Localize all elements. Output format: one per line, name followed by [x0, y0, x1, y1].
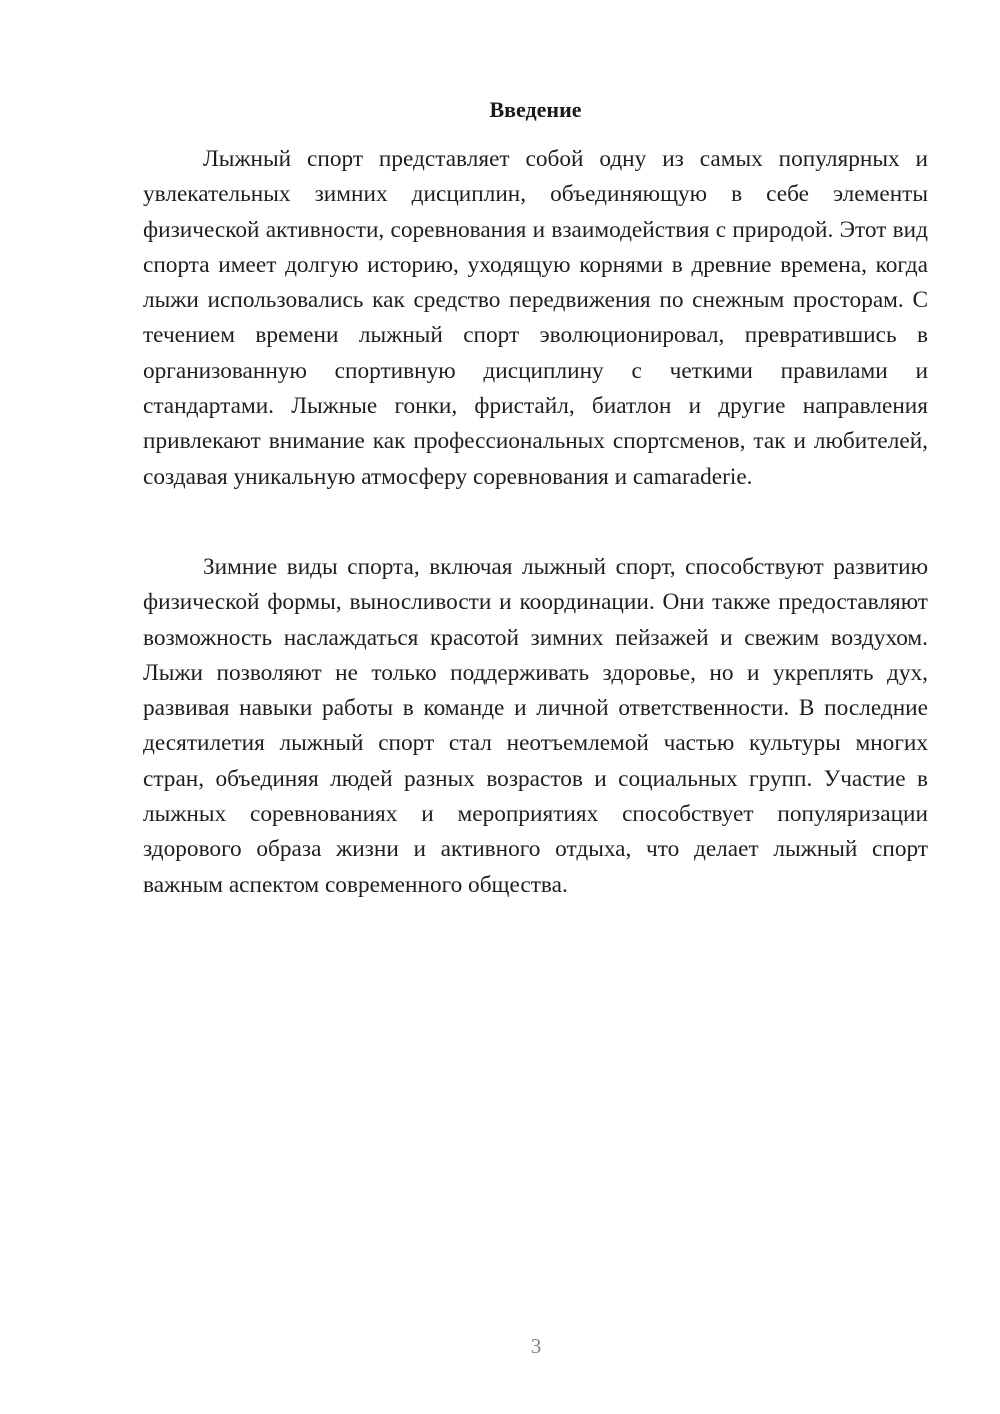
paragraph-2: Зимние виды спорта, включая лыжный спорт, способствуют развитию физической формы, выносливости и координации. Они также предоставляют возможность наслаждаться красотой зимних пейзажей и свежим воздухом. Лыжи позволяют не только поддерживать здоровье, но и укреплять дух, развивая навыки работы в команде и личной ответственности. В последние десятилетия лыжный спорт стал неотъемлемой частью культуры многих стран, объединяя людей разных возрастов и социальных групп. Участие в лыжных соревнованиях и мероприятиях способствует популяризации здорового образа жизни и активного отдыха, что делает лыжный спорт важным аспектом современного общества.: [143, 554, 928, 898]
section-heading: Введение: [489, 97, 582, 122]
paragraph-1: Лыжный спорт представляет собой одну из самых популярных и увлекательных зимних дисциплин, объединяющую в себе элементы физической активности, соревнования и взаимодействия с природой. Этот вид спорта имеет долгую историю, уходящую корнями в древние времена, когда лыжи использовались как средство передвижения по снежным просторам. С течением времени лыжный спорт эволюционировал, превратившись в организованную спортивную дисциплину с четкими правилами и стандартами. Лыжные гонки, фристайл, биатлон и другие направления привлекают внимание как профессиональных спортсменов, так и любителей, создавая уникальную атмосферу соревнования и camaraderie.: [143, 146, 928, 490]
page-number: 3: [530, 1334, 542, 1358]
